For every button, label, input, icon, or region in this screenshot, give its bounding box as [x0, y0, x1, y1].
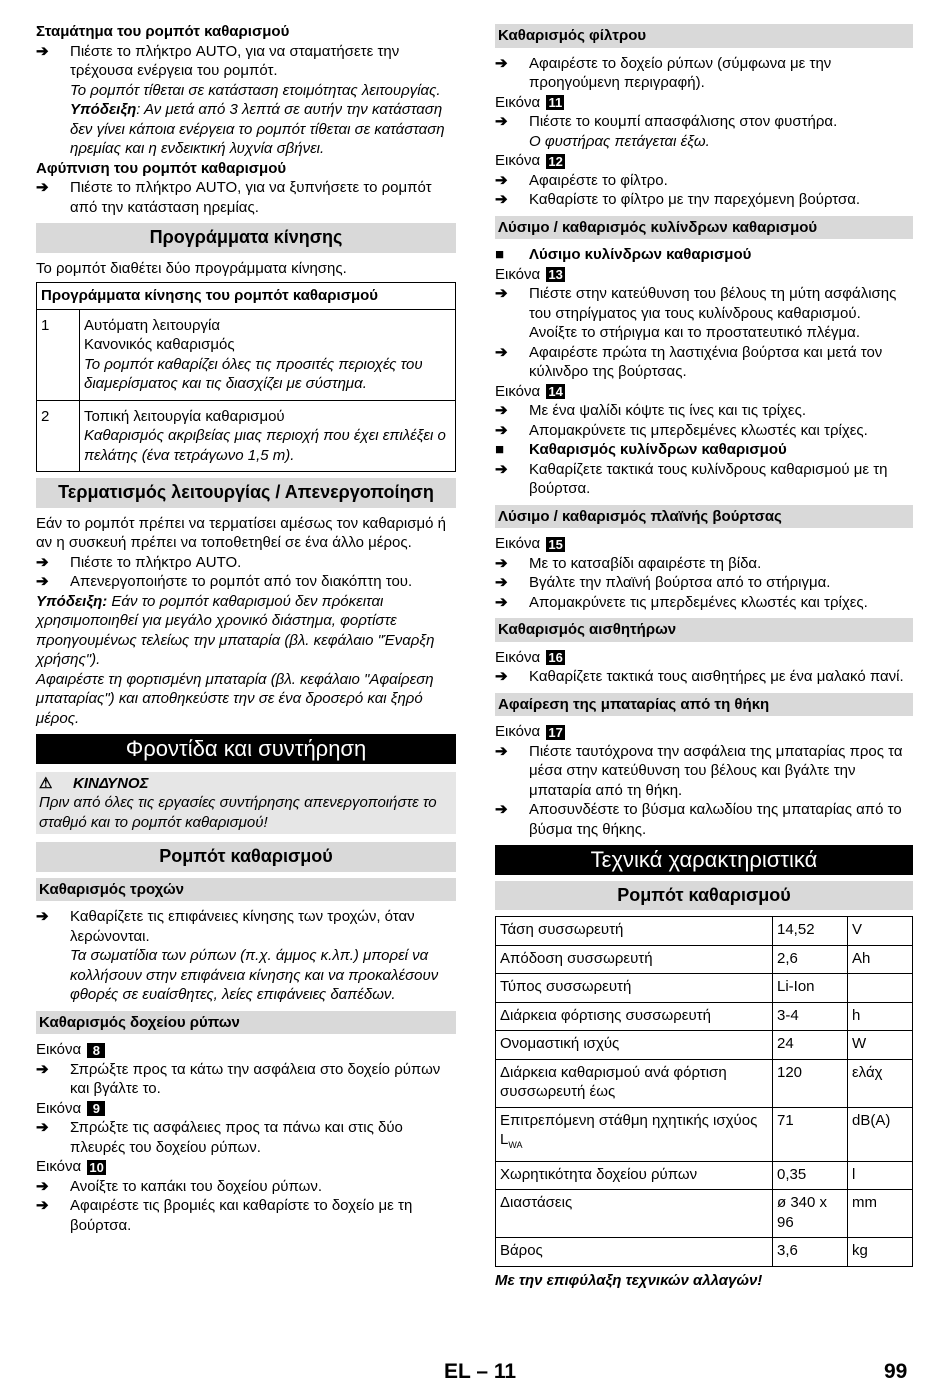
stop-note: Υπόδειξη: Αν μετά από 3 λεπτά σε αυτήν την κατάσταση δεν γίνει κάποια ενέργεια το ρομπότ τίθεται σε κατάσταση ηρεμίας και η ενδεικτική λυχνία σβήνει.	[70, 101, 445, 157]
arrow-icon: ➔	[495, 554, 508, 572]
rollers-step: ➔ Απομακρύνετε τις μπερδεμένες κλωστές και τρίχες.	[495, 421, 868, 439]
battery-heading: Αφαίρεση της μπαταρίας από τη θήκη	[495, 693, 913, 717]
figure-ref: Εικόνα 15	[495, 535, 563, 552]
figure-ref: Εικόνα 11	[495, 93, 913, 113]
rollers-clean: ■ Καθαρισμός κυλίνδρων καθαρισμού	[495, 441, 787, 458]
care-chapter: Φροντίδα και συντήρηση	[36, 734, 456, 764]
terminate-step: ➔ Απενεργοποιήστε το ρομπότ από τον διακόπτη του.	[36, 573, 413, 590]
stop-result: Το ρομπότ τίθεται σε κατάσταση ετοιμότητας λειτουργίας.	[70, 81, 441, 99]
table-row: Διάρκεια φόρτισης συσσωρευτή 3-4 h	[496, 1002, 913, 1031]
arrow-icon: ➔	[36, 42, 49, 60]
terminate-step: ➔ Πιέστε το πλήκτρο AUTO.	[36, 553, 242, 571]
table-row: 2 Τοπική λειτουργία καθαρισμού Καθαρισμός ακριβείας μιας περιοχή που έχει επιλέξει ο πελάτης (ένα τετράγωνο 1,5 m).	[37, 400, 456, 472]
warning-icon: ⚠	[39, 774, 53, 792]
figure-ref: Εικόνα 12	[495, 152, 563, 169]
bin-step: ➔ Ανοίξτε το καπάκι του δοχείου ρύπων.	[36, 1177, 322, 1195]
arrow-icon: ➔	[495, 742, 508, 760]
programs-intro: Το ρομπότ διαθέτει δύο προγράμματα κίνησης.	[36, 259, 347, 277]
side-step: ➔ Με το κατσαβίδι αφαιρέστε τη βίδα.	[495, 554, 762, 572]
arrow-icon: ➔	[495, 668, 508, 685]
battery-step: ➔ Αποσυνδέστε το βύσμα καλωδίου της μπαταρίας από το βύσμα της θήκης.	[495, 801, 902, 838]
filter-step: ➔ Αφαιρέστε το δοχείο ρύπων (σύμφωνα με την προηγούμενη περιγραφή).	[495, 54, 832, 91]
arrow-icon: ➔	[495, 421, 508, 439]
danger-box: ⚠ ΚΙΝΔΥΝΟΣ Πριν από όλες τις εργασίες συντήρησης απενεργοποιήστε το σταθμό και το ρομπότ καθαρισμού!	[36, 772, 456, 835]
table-row: Ονομαστική ισχύς 24 W	[496, 1031, 913, 1060]
bin-step: ➔ Σπρώξτε προς τα κάτω την ασφάλεια στο δοχείο ρύπων και βγάλτε το.	[36, 1060, 441, 1097]
rollers-step: ➔ Αφαιρέστε πρώτα τη λαστιχένια βούρτσα και μετά τον κύλινδρο της βούρτσας.	[495, 343, 883, 380]
figure-ref: Εικόνα 16	[495, 648, 563, 666]
table-row: Επιτρεπόμενη στάθμη ηχητικής ισχύος $L_{WA}$ 71 dB(A)	[496, 1107, 913, 1161]
terminate-intro: Εάν το ρομπότ πρέπει να τερματίσει αμέσως τον καθαρισμό ή αν η συσκευή πρέπει να τοποθετηθεί σε ένα άλλο μέρος.	[36, 514, 446, 551]
battery-step: ➔ Πιέστε ταυτόχρονα την ασφάλεια της μπαταρίας προς τα μέσα στην κατεύθυνση του βέλους και βγάλτε την μπαταρία από τη θήκη.	[495, 742, 903, 799]
stop-step: ➔ Πιέστε το πλήκτρο AUTO, για να σταματήσετε την τρέχουσα ενέργεια του ρομπότ.	[36, 42, 400, 79]
arrow-icon: ➔	[36, 1197, 49, 1214]
filter-step: ➔ Πιέστε το κουμπί απασφάλισης στον φυστήρα.	[495, 113, 838, 130]
arrow-icon: ➔	[495, 171, 508, 189]
figure-ref: Εικόνα 10	[36, 1158, 104, 1175]
arrow-icon: ➔	[495, 574, 508, 591]
arrow-icon: ➔	[36, 573, 49, 590]
wheels-heading: Καθαρισμός τροχών	[36, 878, 456, 902]
rollers-step: ➔ Με ένα ψαλίδι κόψτε τις ίνες και τις τρίχες.	[495, 402, 807, 419]
arrow-icon: ➔	[495, 801, 508, 818]
page-number: 99	[884, 1360, 908, 1383]
side-step: ➔ Βγάλτε την πλαϊνή βούρτσα από το στήριγμα.	[495, 574, 831, 591]
arrow-icon: ➔	[36, 1060, 49, 1078]
wheels-note: Τα σωματίδια των ρύπων (π.χ. άμμος κ.λπ.) μπορεί να κολλήσουν στην επιφάνεια κίνησης και να προκαλέσουν φθορές σε ευαίσθητες, λείες επιφάνειες δαπέδων.	[70, 947, 439, 1003]
arrow-icon: ➔	[495, 402, 508, 419]
sensor-step: ➔ Καθαρίζετε τακτικά τους αισθητήρες με ένα μαλακό πανί.	[495, 668, 904, 685]
arrow-icon: ➔	[36, 1119, 49, 1136]
rollers-heading: Λύσιμο / καθαρισμός κυλίνδρων καθαρισμού	[495, 216, 913, 240]
terminate-note: Υπόδειξη: Εάν το ρομπότ καθαρισμού δεν πρόκειται χρησιμοποιηθεί για μεγάλο χρονικό διάστημα, φορτίστε προηγουμένως τελείως την μπαταρία (βλ. κεφάλαιο "Έναρξη χρήσης").	[36, 592, 435, 668]
table-row: Διάρκεια καθαρισμού ανά φόρτιση συσσωρευτή έως 120 ελάχ	[496, 1059, 913, 1107]
table-row: Διαστάσεις ø 340 x 96 mm	[496, 1190, 913, 1238]
programs-heading: Προγράμματα κίνησης	[36, 223, 456, 253]
side-step: ➔ Απομακρύνετε τις μπερδεμένες κλωστές και τρίχες.	[495, 593, 868, 611]
table-row: Βάρος 3,6 kg	[496, 1238, 913, 1267]
table-row: 1 Αυτόματη λειτουργία Κανονικός καθαρισμός Το ρομπότ καθαρίζει όλες τις προσιτές περιοχές του διαμερίσματος και τις διασχίζει με σύστημα.	[37, 309, 456, 400]
wake-title: Αφύπνιση του ρομπότ καθαρισμού	[36, 159, 287, 177]
arrow-icon: ➔	[495, 54, 508, 72]
arrow-icon: ➔	[495, 593, 508, 611]
rollers-step: ➔ Πιέστε στην κατεύθυνση του βέλους τη μύτη ασφάλισης του στηρίγματος για τους κυλίνδρους καθαρισμού.	[495, 285, 897, 322]
rollers-step1b: Ανοίξτε το στήριγμα και το προστατευτικό πλέγμα.	[529, 324, 860, 341]
filter-step: ➔ Αφαιρέστε το φίλτρο.	[495, 171, 668, 189]
square-bullet-icon: ■	[495, 441, 505, 458]
footer-section: EL – 11	[444, 1360, 517, 1383]
bin-heading: Καθαρισμός δοχείου ρύπων	[36, 1011, 456, 1035]
wake-step: ➔ Πιέστε το πλήκτρο AUTO, για να ξυπνήσετε το ρομπότ από την κατάσταση ηρεμίας.	[36, 179, 432, 216]
arrow-icon: ➔	[36, 553, 49, 571]
rollers-step: ➔ Καθαρίζετε τακτικά τους κυλίνδρους καθαρισμού με τη βούρτσα.	[495, 460, 888, 497]
filter-result: Ο φυστήρας πετάγεται έξω.	[529, 132, 710, 150]
bin-step: ➔ Σπρώξτε τις ασφάλειες προς τα πάνω και στις δύο πλευρές του δοχείου ρύπων.	[36, 1119, 403, 1156]
spec-table	[495, 916, 913, 1267]
arrow-icon: ➔	[36, 908, 49, 925]
figure-ref: Εικόνα 17	[495, 723, 563, 740]
programs-table	[36, 282, 456, 472]
filter-heading: Καθαρισμός φίλτρου	[495, 24, 913, 48]
left-column	[36, 22, 456, 1235]
terminate-heading: Τερματισμός λειτουργίας / Απενεργοποίηση	[36, 478, 456, 508]
arrow-icon: ➔	[495, 285, 508, 302]
terminate-note2: Αφαιρέστε τη φορτισμένη μπαταρία (βλ. κεφάλαιο "Αφαίρεση μπαταρίας") και αποθηκεύστε την σε ένα δροσερό και ξηρό μέρος.	[36, 670, 434, 727]
tech-note: Με την επιφύλαξη τεχνικών αλλαγών!	[495, 1271, 763, 1289]
square-bullet-icon: ■	[495, 246, 505, 263]
sensor-heading: Καθαρισμός αισθητήρων	[495, 618, 913, 642]
right-column	[495, 22, 913, 1290]
arrow-icon: ➔	[36, 1177, 49, 1195]
tech-robot-heading: Ρομπότ καθαρισμού	[495, 881, 913, 911]
stop-title: Σταμάτημα του ρομπότ καθαρισμού	[36, 23, 290, 40]
arrow-icon: ➔	[495, 460, 508, 478]
figure-ref: Εικόνα 8	[36, 1040, 456, 1060]
rollers-loosen: ■ Λύσιμο κυλίνδρων καθαρισμού	[495, 246, 752, 263]
wheels-step: ➔ Καθαρίζετε τις επιφάνειες κίνησης των τροχών, όταν λερώνονται.	[36, 908, 415, 945]
table-row: Τύπος συσσωρευτή Li-Ion	[496, 974, 913, 1003]
filter-step: ➔ Καθαρίστε το φίλτρο με την παρεχόμενη βούρτσα.	[495, 191, 861, 208]
table-row: Τάση συσσωρευτή 14,52 V	[496, 917, 913, 946]
figure-ref: Εικόνα 9	[36, 1099, 456, 1119]
figure-ref: Εικόνα 13	[495, 265, 563, 283]
arrow-icon: ➔	[36, 179, 49, 196]
table-row: Απόδοση συσσωρευτή 2,6 Ah	[496, 945, 913, 974]
figure-ref: Εικόνα 14	[495, 382, 563, 400]
table-row: Χωρητικότητα δοχείου ρύπων 0,35 l	[496, 1161, 913, 1190]
robot-heading: Ρομπότ καθαρισμού	[36, 842, 456, 872]
arrow-icon: ➔	[495, 191, 508, 208]
side-brush-heading: Λύσιμο / καθαρισμός πλαϊνής βούρτσας	[495, 505, 913, 529]
arrow-icon: ➔	[495, 113, 508, 130]
bin-step: ➔ Αφαιρέστε τις βρομιές και καθαρίστε το δοχείο με τη βούρτσα.	[36, 1197, 413, 1234]
tech-chapter: Τεχνικά χαρακτηριστικά	[495, 845, 913, 875]
arrow-icon: ➔	[495, 343, 508, 361]
programs-table-header: Προγράμματα κίνησης του ρομπότ καθαρισμού	[37, 283, 456, 310]
